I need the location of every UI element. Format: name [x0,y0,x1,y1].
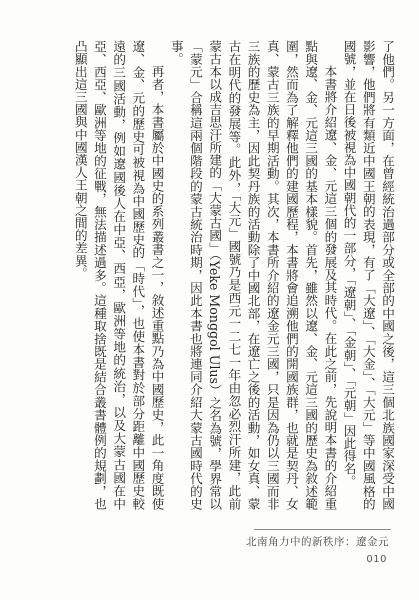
running-title: 北南角力中的新秩序：遼金元 [246,536,389,548]
paragraph: 了他們。另一方面，在曾經統治過部分或全部的中國之後，這三個北族國家深受中國影響，他們將有類近中國王朝的表現，有了「大遼」、「大金」、「大元」等中國風格的國號，並在日後被視為中國朝代的一部分，「遼朝」、「金朝」、「元朝」因此得名。 [341,40,395,510]
footer-rule [254,529,391,530]
paragraph: 再者，本書屬於中國史的系列叢書之一，敘述重點乃為中國歷史，此一角度既使遼、金、元的歷史可被視為中國歷史的「時代」，也使本書對於部分距離中國歷史較遠的三國活動，例如遼國後人在中亞、西亞，歐洲等地的統治，以及大蒙古國在中亞、西亞、歐洲等地的征戰，無法描述過多。這種取捨既是結合叢書體例的規劃，也凸顯出這三國與中國漢人王朝之間的差異。 [72,40,165,510]
body-text [19,40,397,510]
page-number: 010 [366,554,387,565]
paragraph: 本書將介紹遼、金、元這三個的發展及其時代。在此之前，先說明本書的介紹重點與遼、金、元這三國的基本樣貌。首先，雖然以遼、金、元這三國的歷史為敘述範圍，然而為了解釋他們的建國歷程，本書將會追溯他們的開國族群，也就是契丹、女真、蒙古三族的早期活動。其次，本書所介紹的遼金元三國，只是因為仍以三國而非三族的歷史為主，因此契丹族的活動除了中國北部，在遼亡之後的活動，如女真、蒙古在明代的發展等。此外，「大元」國號乃是西元一二七一年由忽必烈汗所建，此前蒙古本以成吉思汗所建的「大蒙古國」（Yeke Monggol Ulus）之名為號，學界常以「蒙元」合稱這兩個階段的蒙古統治時期，因此本書也將連同介紹大蒙古國時代的史事。 [168,40,338,510]
